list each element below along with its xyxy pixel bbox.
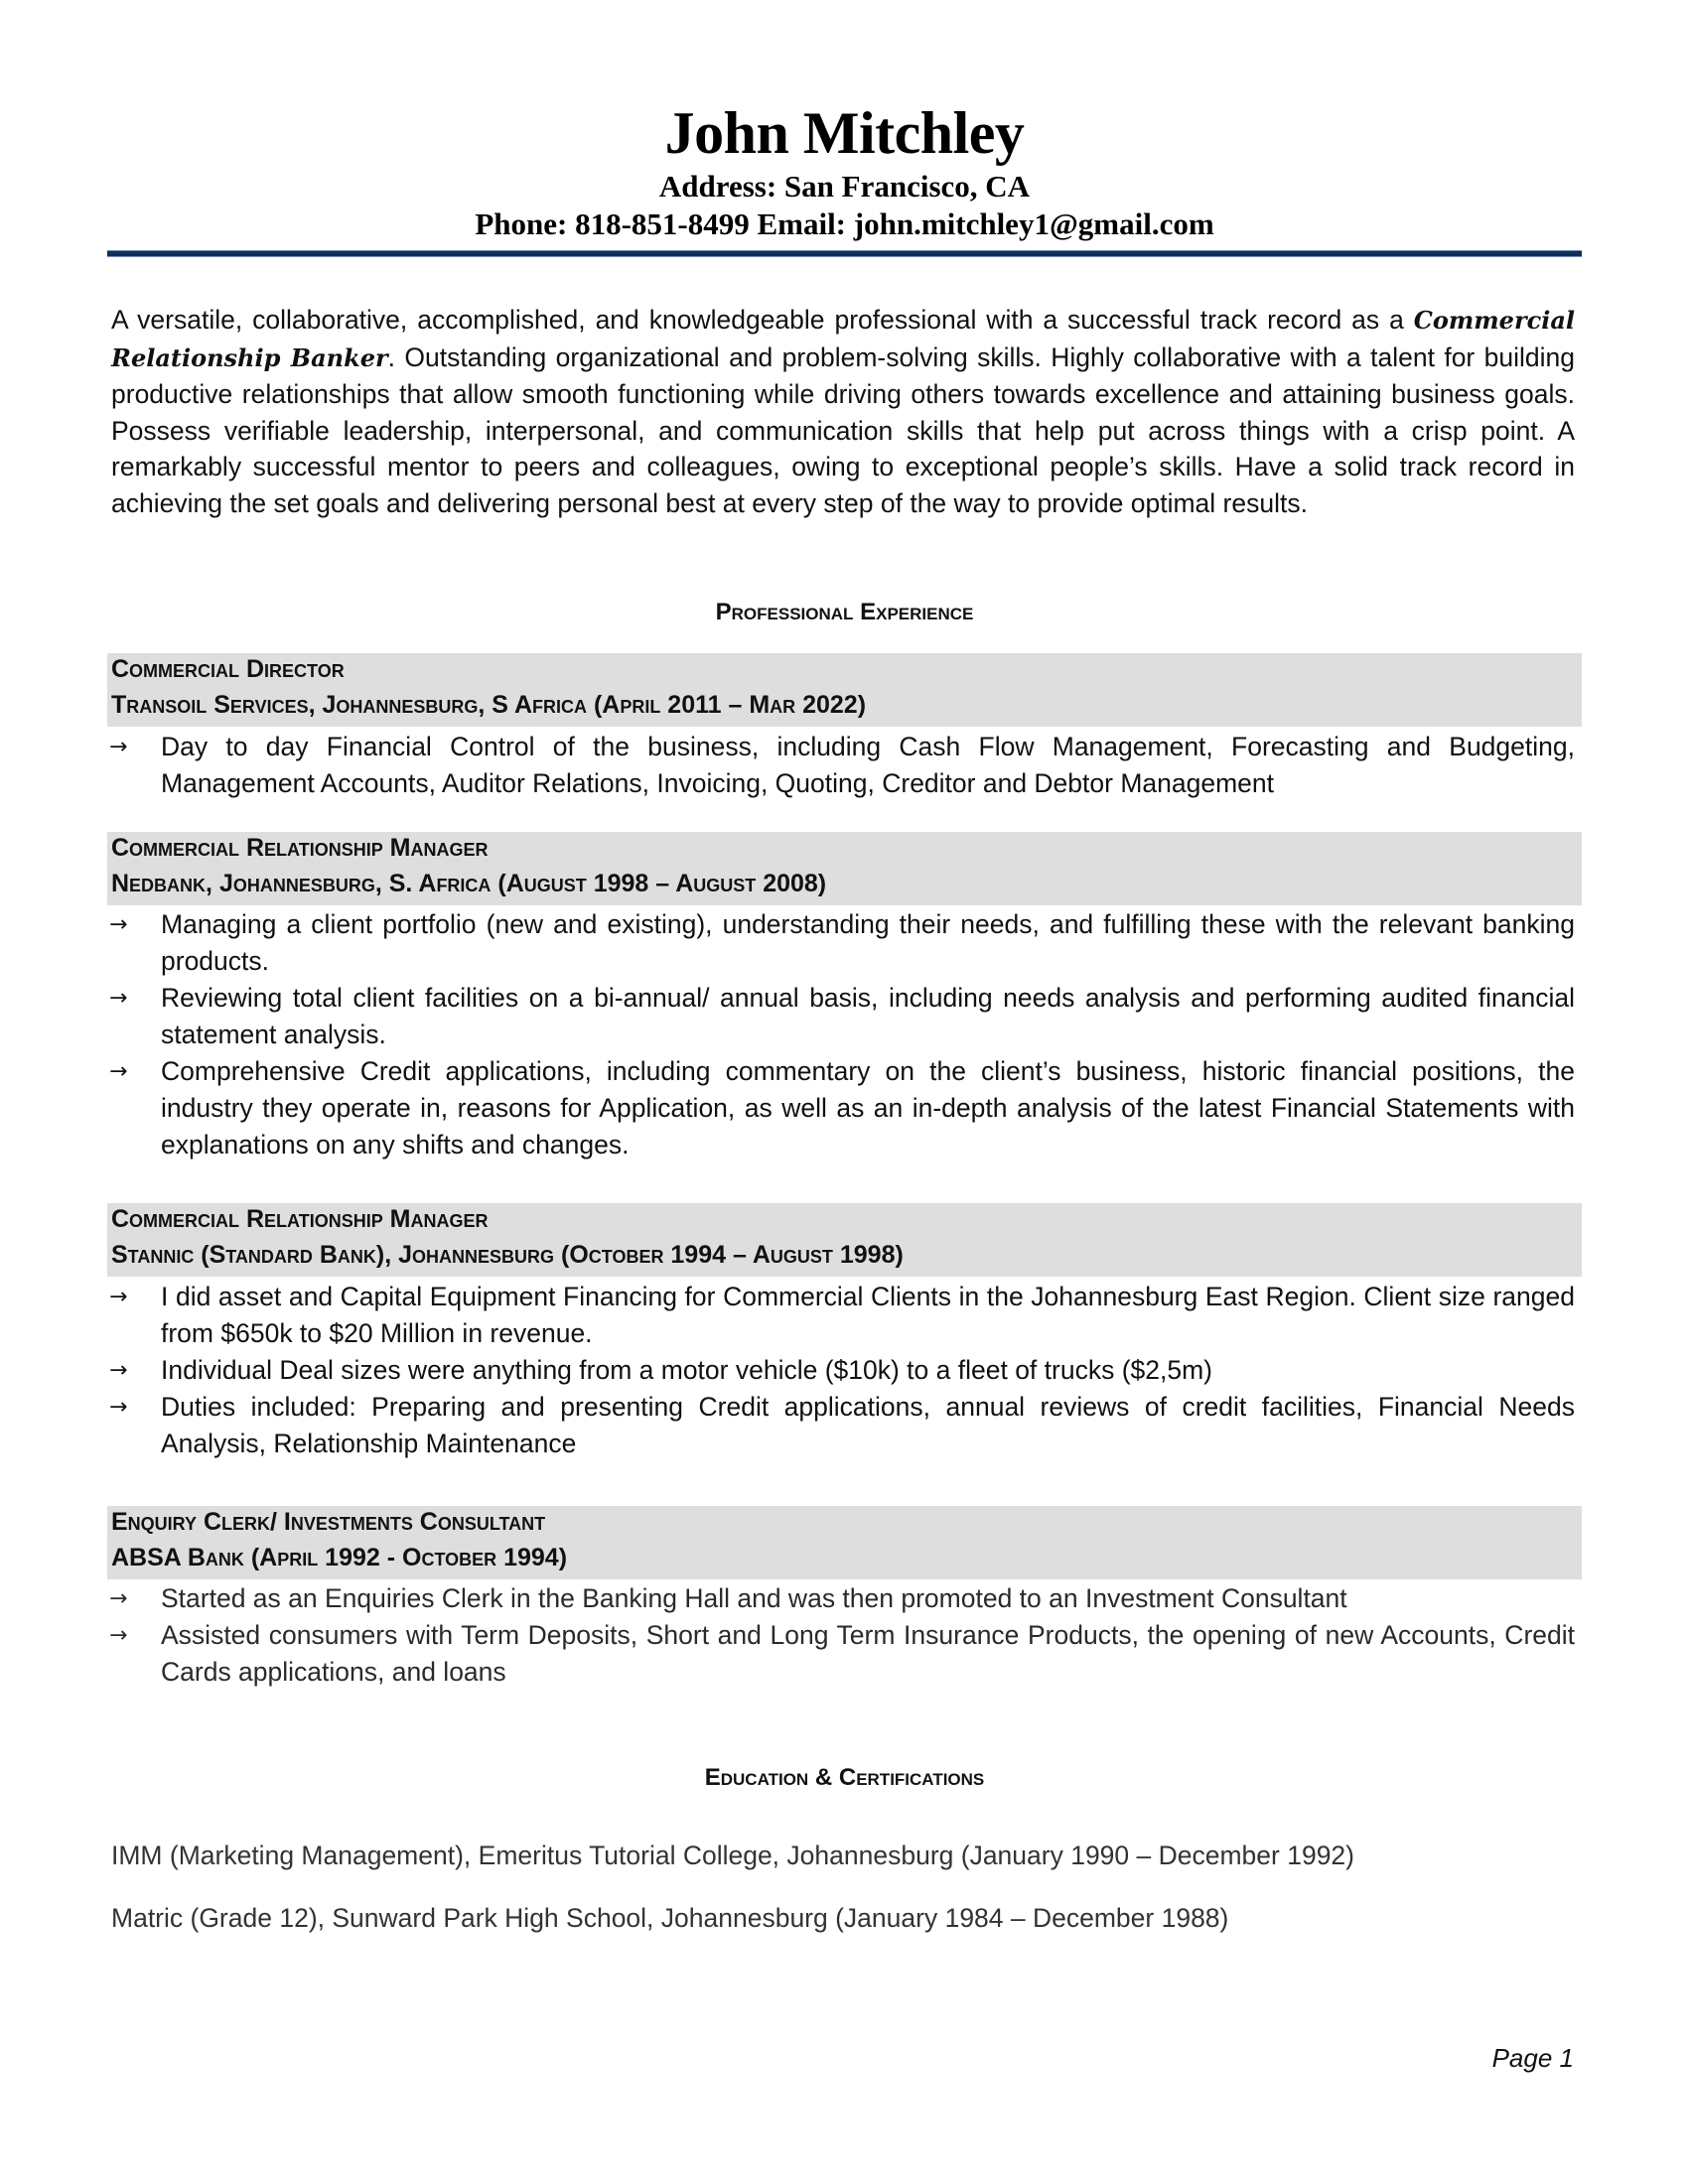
arrow-right-icon: → [109,1623,128,1648]
job-organization: ABSA Bank (April 1992 - October 1994) [111,1544,568,1571]
job-header [107,1506,1582,1579]
job-organization: Transoil Services, Johannesburg, S Africa (April 2011 – Mar 2022) [111,691,867,719]
job-bullets [107,1580,1575,1691]
job-header [107,1203,1582,1277]
summary-body: . Outstanding organizational and problem-solving skills. Highly collaborative with a talent for building productive relationships that allow smooth functioning while driving others towards excellence and attaining business goals. Possess verifiable leadership, interpersonal, and communication skills that help put across things with a crisp point. A remarkably successful mentor to peers and colleagues, owing to exceptional people’s skills. Have a solid track record in achieving the set goals and delivering personal best at every step of the way to provide optimal results. [111,341,1576,518]
education-section-title: Education & Certifications [704,1764,985,1791]
contact-line: Phone: 818-851-8499 Email: john.mitchley1@gmail.com [475,206,1214,241]
resume-header [107,95,1582,244]
arrow-right-icon: → [109,1395,128,1420]
list-item: → Individual Deal sizes were anything from a motor vehicle ($10k) to a fleet of trucks ($2,5m) [107,1352,1575,1389]
job-title: Commercial Director [111,655,345,683]
arrow-right-icon: → [109,1285,128,1309]
professional-summary [111,302,1575,521]
job-bullets [107,729,1575,802]
job-title: Commercial Relationship Manager [111,1205,489,1233]
list-item: → Started as an Enquiries Clerk in the Banking Hall and was then promoted to an Investment Consultant [107,1580,1575,1617]
education-item: Matric (Grade 12), Sunward Park High School, Johannesburg (January 1984 – December 1988) [111,1903,1229,1933]
list-item: → I did asset and Capital Equipment Financing for Commercial Clients in the Johannesburg East Region. Client size ranged from $650k to $20 Million in revenue. [107,1279,1575,1352]
job-header [107,832,1582,905]
address-line: Address: San Francisco, CA [658,169,1031,204]
list-item: → Duties included: Preparing and presenting Credit applications, annual reviews of credit facilities, Financial Needs Analysis, Relationship Maintenance [107,1389,1575,1462]
job-bullets [107,1279,1575,1462]
page-number: Page 1 [1491,2043,1574,2073]
job-bullets [107,906,1575,1163]
list-item: → Reviewing total client facilities on a bi-annual/ annual basis, including needs analysis and performing audited financial statement analysis. [107,980,1575,1053]
experience-section-title: Professional Experience [715,599,974,625]
list-item: → Day to day Financial Control of the business, including Cash Flow Management, Forecasting and Budgeting, Management Accounts, Auditor Relations, Invoicing, Quoting, Creditor and Debtor Management [107,729,1575,802]
job-organization: Nedbank, Johannesburg, S. Africa (August 1998 – August 2008) [111,870,827,897]
arrow-right-icon: → [109,1586,128,1611]
header-divider [107,250,1582,257]
list-item: → Managing a client portfolio (new and existing), understanding their needs, and fulfilling these with the relevant banking products. [107,906,1575,980]
arrow-right-icon: → [109,1358,128,1383]
arrow-right-icon: → [109,986,128,1011]
job-title: Enquiry Clerk/ Investments Consultant [111,1508,546,1536]
list-item: → Comprehensive Credit applications, including commentary on the client’s business, historic financial positions, the industry they operate in, reasons for Application, as well as an in-depth analysis of the latest Financial Statements with explanations on any shifts and changes. [107,1053,1575,1163]
job-title: Commercial Relationship Manager [111,834,489,862]
arrow-right-icon: → [109,912,128,937]
list-item: → Assisted consumers with Term Deposits, Short and Long Term Insurance Products, the opening of new Accounts, Credit Cards applications, and loans [107,1617,1575,1691]
arrow-right-icon: → [109,1059,128,1084]
job-header [107,653,1582,727]
job-organization: Stannic (Standard Bank), Johannesburg (October 1994 – August 1998) [111,1241,904,1269]
summary-intro: A versatile, collaborative, accomplished, and knowledgeable professional with a successful track record as a [111,305,1414,335]
candidate-name: John Mitchley [664,100,1025,166]
education-item: IMM (Marketing Management), Emeritus Tutorial College, Johannesburg (January 1990 – December 1992) [111,1841,1354,1870]
arrow-right-icon: → [109,735,128,759]
summary-role-emphasis: Commercial Relationship Banker [111,306,1575,372]
